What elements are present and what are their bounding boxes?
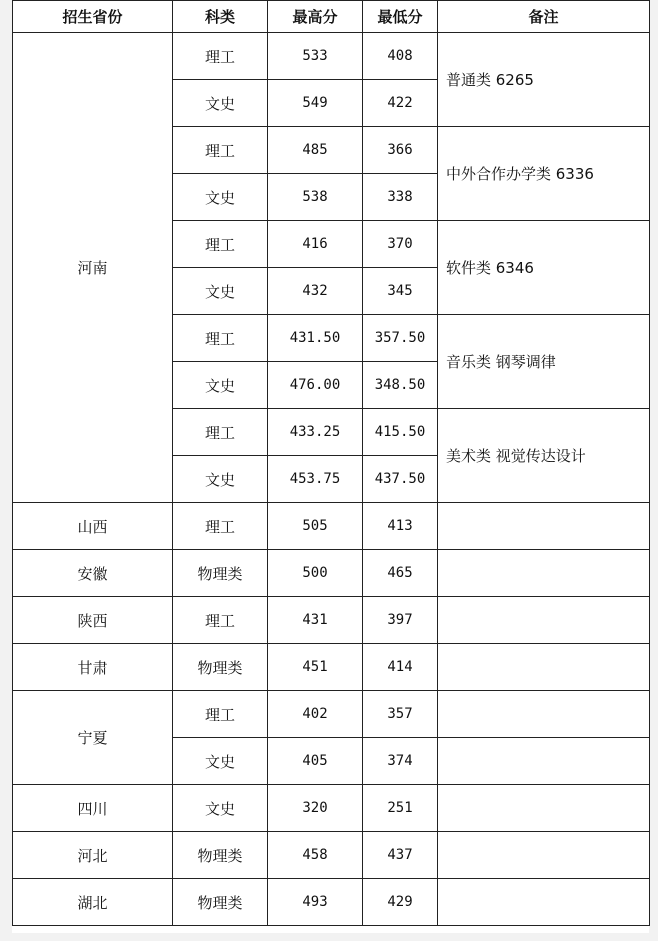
province-cell: 宁夏 bbox=[13, 691, 173, 785]
max-score-cell: 433.25 bbox=[268, 409, 363, 456]
min-score-cell: 465 bbox=[363, 550, 438, 597]
category-cell: 理工 bbox=[173, 691, 268, 738]
min-score-cell: 345 bbox=[363, 268, 438, 315]
note-cell bbox=[438, 597, 650, 644]
min-score-cell: 374 bbox=[363, 738, 438, 785]
max-score-cell: 431 bbox=[268, 597, 363, 644]
category-cell: 物理类 bbox=[173, 832, 268, 879]
max-score-cell: 485 bbox=[268, 127, 363, 174]
max-score-cell: 453.75 bbox=[268, 456, 363, 503]
max-score-cell: 476.00 bbox=[268, 362, 363, 409]
province-cell: 山西 bbox=[13, 503, 173, 550]
category-cell: 理工 bbox=[173, 127, 268, 174]
table-row bbox=[13, 691, 650, 738]
max-score-cell: 405 bbox=[268, 738, 363, 785]
category-cell: 文史 bbox=[173, 80, 268, 127]
header-province: 招生省份 bbox=[13, 1, 173, 33]
min-score-cell: 357.50 bbox=[363, 315, 438, 362]
province-cell: 河南 bbox=[13, 33, 173, 503]
table-row bbox=[13, 550, 650, 597]
min-score-cell: 437 bbox=[363, 832, 438, 879]
category-cell: 理工 bbox=[173, 597, 268, 644]
min-score-cell: 429 bbox=[363, 879, 438, 926]
note-cell: 音乐类 钢琴调律 bbox=[438, 315, 650, 409]
category-cell: 文史 bbox=[173, 268, 268, 315]
province-cell: 四川 bbox=[13, 785, 173, 832]
min-score-cell: 422 bbox=[363, 80, 438, 127]
header-max-score: 最高分 bbox=[268, 1, 363, 33]
category-cell: 文史 bbox=[173, 362, 268, 409]
province-cell: 安徽 bbox=[13, 550, 173, 597]
category-cell: 理工 bbox=[173, 221, 268, 268]
header-min-score: 最低分 bbox=[363, 1, 438, 33]
table-header-row bbox=[13, 1, 650, 33]
category-cell: 理工 bbox=[173, 503, 268, 550]
province-cell: 陕西 bbox=[13, 597, 173, 644]
max-score-cell: 549 bbox=[268, 80, 363, 127]
table-row bbox=[13, 879, 650, 926]
category-cell: 物理类 bbox=[173, 550, 268, 597]
max-score-cell: 416 bbox=[268, 221, 363, 268]
max-score-cell: 533 bbox=[268, 33, 363, 80]
min-score-cell: 397 bbox=[363, 597, 438, 644]
min-score-cell: 348.50 bbox=[363, 362, 438, 409]
score-table-container bbox=[12, 0, 649, 933]
min-score-cell: 370 bbox=[363, 221, 438, 268]
note-cell: 美术类 视觉传达设计 bbox=[438, 409, 650, 503]
note-cell bbox=[438, 785, 650, 832]
min-score-cell: 408 bbox=[363, 33, 438, 80]
max-score-cell: 451 bbox=[268, 644, 363, 691]
max-score-cell: 431.50 bbox=[268, 315, 363, 362]
note-cell bbox=[438, 503, 650, 550]
province-cell: 湖北 bbox=[13, 879, 173, 926]
max-score-cell: 320 bbox=[268, 785, 363, 832]
min-score-cell: 414 bbox=[363, 644, 438, 691]
note-cell: 软件类 6346 bbox=[438, 221, 650, 315]
category-cell: 理工 bbox=[173, 409, 268, 456]
table-body bbox=[13, 33, 650, 926]
min-score-cell: 366 bbox=[363, 127, 438, 174]
category-cell: 文史 bbox=[173, 785, 268, 832]
category-cell: 理工 bbox=[173, 33, 268, 80]
min-score-cell: 437.50 bbox=[363, 456, 438, 503]
min-score-cell: 357 bbox=[363, 691, 438, 738]
table-row bbox=[13, 33, 650, 80]
header-note: 备注 bbox=[438, 1, 650, 33]
category-cell: 理工 bbox=[173, 315, 268, 362]
min-score-cell: 413 bbox=[363, 503, 438, 550]
category-cell: 文史 bbox=[173, 174, 268, 221]
province-cell: 甘肃 bbox=[13, 644, 173, 691]
note-cell bbox=[438, 879, 650, 926]
table-row bbox=[13, 597, 650, 644]
note-cell bbox=[438, 550, 650, 597]
admission-score-table bbox=[12, 0, 650, 926]
min-score-cell: 251 bbox=[363, 785, 438, 832]
category-cell: 文史 bbox=[173, 456, 268, 503]
header-category: 科类 bbox=[173, 1, 268, 33]
max-score-cell: 538 bbox=[268, 174, 363, 221]
min-score-cell: 415.50 bbox=[363, 409, 438, 456]
note-cell bbox=[438, 644, 650, 691]
category-cell: 物理类 bbox=[173, 879, 268, 926]
max-score-cell: 458 bbox=[268, 832, 363, 879]
min-score-cell: 338 bbox=[363, 174, 438, 221]
category-cell: 文史 bbox=[173, 738, 268, 785]
table-row bbox=[13, 644, 650, 691]
max-score-cell: 432 bbox=[268, 268, 363, 315]
table-row bbox=[13, 503, 650, 550]
max-score-cell: 402 bbox=[268, 691, 363, 738]
province-cell: 河北 bbox=[13, 832, 173, 879]
note-cell bbox=[438, 738, 650, 785]
note-cell bbox=[438, 832, 650, 879]
note-cell: 中外合作办学类 6336 bbox=[438, 127, 650, 221]
table-row bbox=[13, 785, 650, 832]
category-cell: 物理类 bbox=[173, 644, 268, 691]
max-score-cell: 493 bbox=[268, 879, 363, 926]
max-score-cell: 505 bbox=[268, 503, 363, 550]
note-cell bbox=[438, 691, 650, 738]
max-score-cell: 500 bbox=[268, 550, 363, 597]
table-row bbox=[13, 832, 650, 879]
note-cell: 普通类 6265 bbox=[438, 33, 650, 127]
